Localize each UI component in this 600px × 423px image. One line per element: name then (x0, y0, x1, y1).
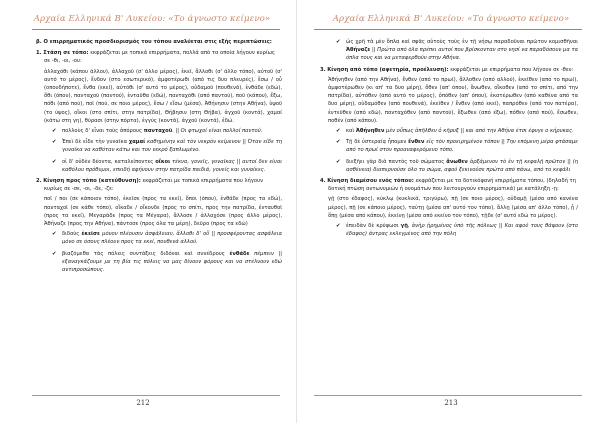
example-bullet: ✔ πολλοὺς δ' εἶναι τοὺς ἀπόρους πανταχοῦ. || Οι φτωχοί είναι πολλοί παντού. (52, 128, 263, 135)
check-icon: ✔ (52, 231, 57, 238)
page-gutter (296, 0, 297, 423)
check-icon: ✔ (336, 139, 341, 146)
example-bullet: ✔ βιαζόμεθα τὰς πόλεις συντάξεις διδόναι καὶ συνέδρους ἐνθάδε πέμπειν || εξαναγκάζουμε με τη βία τις πόλεις να μας δίνουν φόρους και να στέλνουν εδώ αντιπροσώπους. (52, 250, 282, 274)
item-intro: εκφράζεται με τοπικά επιρρήματα που λήγουν κυρίως σε -σε, -οι, -δε, -ζε: (44, 178, 263, 193)
item-title: Στάση σε τόπο: (43, 50, 89, 57)
item-4 (320, 177, 578, 193)
example-bullet: ✔ οἱ δ' οὐδὲν δέοντα, καταλείποντες οἴκοι τέκνα, γονεῖς, γυναῖκας || αυτοί δεν είναι καθόλου πρόθυμοι, επειδή αφήνουν στην πατρίδα παιδιά, γονείς και γυναίκες. (52, 158, 283, 173)
footer-rule (314, 395, 582, 396)
item-number: 2. (36, 178, 42, 185)
item-body: γῇ (στο έδαφος), κύκλῳ (κυκλικά, τριγύρω), πῇ (σε ποιο μέρος), οὐδαμῇ (μέσα από κανένα μέρος), πῇ (σε κάποιο μέρος), ταύτῃ (μέσα απ' αυτό τον τόπο), ἄλλῃ (μέσα απ' άλλο τόπο), ᾗ / ὅπῃ (μέσα από κάπου), ἐκείνῃ (μέσα από εκείνο τον τόπο), τῇδε (σ' αυτό εδώ το μέρος). (328, 196, 578, 219)
left-page-content (36, 38, 282, 277)
header-rule (314, 29, 582, 30)
item-intro: εκφράζεται με επιρρήματα που λήγουν σε -θεν: (450, 66, 574, 73)
item-2 (36, 177, 282, 193)
item-1 (36, 49, 282, 65)
check-icon: ✔ (336, 158, 341, 165)
item-body: ποῖ / ποι (σε κάποιον τόπο), ἐκεῖσε (προς τα εκεί), ὅποι (όπου), ἐνθάδε (προς τα εδώ), πανταχοῖ (σε κάθε τόπο), οἴκαδε / οἴκονδε (προς το σπίτι, προς την πατρίδα, ἐνταυθοῖ (προς τα εκεί), Μεγαράδε (προς τα Μέγαρα), ἄλλοσε / ἀλλαχόσε (προς άλλο μέρος), Ἀθήναζε (προς την Αθήνα), πάντοσε (προς όλα τα μέρη), δεῦρο (προς τα εδώ) (44, 196, 282, 228)
item-title: Κίνηση από τόπο (αφετηρία, προέλευση): (327, 66, 449, 73)
item-number: 1. (36, 50, 42, 57)
item-number: 3. (320, 66, 326, 73)
check-icon: ✔ (336, 39, 341, 45)
item-number: 4. (320, 178, 326, 185)
footer-rule (32, 395, 280, 396)
item-body: ἀλλαχόθι (κάπου άλλου), ἀλλαχοῦ (σ' άλλο μέρος), ἐκεῖ, ἄλλοθι (σ' άλλο τόπο), αὐτοῦ (σ' αυτό το μέρος), ἔνδον (στο εσωτερικό), ἀμφοτέρωθι (από τις δυο πλευρές), ἔσω / οὗ (οπουδήποτε), ἔνθα (εκεί), αὐτόθι (σ' αυτό το μέρος), οὐδαμοῦ (πουθενά), ἐνθάδε (εδώ), ὅθι (όπου), πανταχοῦ (παντού), ἐνταῦθα (εδώ), πανταχόθι (από παντού), ποῦ (κάπου), ἔξω, πόθι (από πού), ποῖ (πού, σε ποιο μέρος), ἔσω / εἴσω (μέσα), Ἀθήνησιν (στην Αθήνα), ὑψοῦ (το ύψος), οἴκοι (στο σπίτι, στην πατρίδα), Θήβησιν (στη Θήβα), ἀγχοῦ (κοντά), χαμαί (κάτω στη γη), θύρασι (στην πόρτα), ἐγγύς (κοντά), ἀγχοῦ (κοντά), ἐδώ. (44, 68, 282, 124)
section-heading: β. Ο επιρρηματικός προσδιορισμός του τόπου αναλύεται στις εξής περιπτώσεις: (36, 39, 272, 45)
item-title: Κίνηση διαμέσου ενός τόπου: (327, 178, 414, 185)
item-intro: εκφράζεται με τοπικά επιρρήματα, πολλά από τα οποία λήγουν κυρίως σε -θι, -οι, -ου: (44, 50, 275, 65)
page-number: 213 (444, 399, 458, 407)
right-page-content (320, 38, 578, 241)
example-bullet: ✔ Ἐπεὶ δὲ εἶδε τὴν γυναῖκα χαμαί καθημένην καὶ τὸν νεκρὸν κείμενον || Όταν είδε τη γυναίκα να καθόταν κάτω και τον νεκρό ξαπλωμένο. (52, 139, 282, 154)
check-icon: ✔ (52, 158, 57, 165)
check-icon: ✔ (52, 139, 57, 146)
right-page (308, 0, 594, 423)
check-icon: ✔ (336, 223, 341, 230)
example-bullet: ✔ διδοὺς ἐκεῖσε μόνον πλέουσιν ἀσφάλειαν, ἄλλοθι δ' οὔ || προσφέροντας ασφάλεια μόνο σε όσους πλέουν προς τα εκεί, πουθενά αλλού. (52, 231, 282, 246)
item-title: Κίνηση προς τόπο (κατεύθυνση): (43, 178, 141, 185)
example-bullet: ✔ διεξῆει γὰρ διὰ παντὸς τοῦ σώματος ἄνωθεν ἀρξάμενον τὸ ἐν τῇ κεφαλῇ πρῶτον || (η ασθένεια) διαπερνούσε όλο το σώμα, αφού ξεκινούσε πρώτα από πάνω, από το κεφάλι (336, 158, 578, 173)
page-number: 212 (136, 399, 150, 407)
item-3 (320, 66, 578, 74)
example-bullet: ✔ ὡς χρῆ τὰ μὲν ὅπλα καὶ σφᾶς αὐτοὺς τοὺς ἐν τῇ νήσῳ παραδοῦναι πρῶτον κομισθῆναι Ἀθήναζε || Πρώτα από όλα πρέπει αυτοί που βρίσκονταν στο νησί να παραδόσουν μα τα όπλα τους και να μεταφερθούν στην Αθήνα. (336, 39, 578, 62)
item-intro: εκφράζεται με τα δοτικόφανή επιρρήματα τόπου, (δηλαδή τη δοτική πτώση αντωνυμιών ή ονομάτων που λειτουργούν επιρρηματικά) με κατάληξη -ῃ: (328, 178, 576, 193)
left-page (0, 0, 286, 423)
check-icon: ✔ (52, 128, 57, 135)
example-bullet: ✔ καὶ Ἀθήνηθεν μὲν οὔπως ἀπῆλθεν ὁ κῆρυξ || και από την Αθήνα έτσι έφυγε ο κήρυκας. (336, 128, 574, 135)
running-head: Αρχαία Ελληνικά Β' Λυκείου: «Το άγνωστο κείμενο» (33, 14, 271, 24)
header-rule (32, 29, 280, 30)
check-icon: ✔ (336, 128, 341, 135)
example-bullet: ✔ ἐπειδὰν δὲ κρύψωσι γῇ, ἀνὴρ ᾑρημένος ὑπὸ τῆς πόλεως || Και αφού τους θάψουν (στο έδαφος) άντρας εκλεγμένος από την πόλη (336, 223, 578, 238)
item-body: Ἀθήνηθεν (από την Αθήνα), ἔνθεν (από το πρωί), ἄλλοθεν (από αλλού), ἐκεῖθεν (από το πρωί), ἀμφοτέρωθεν (κι απ' τα δυο μέρη), ὅθεν (απ' όπου), ἄνωθεν, οἴκοθεν (από το σπίτι, από την πατρίδα), αὐτόθεν (από αυτό το μέρος), ὁπόθεν (απ' όπου), ἑκατέρωθεν (από καθένα από τα δυο μέρη), οὐδαμόθεν (από πουθενά), ἐκεῖθεν / ἔνθεν (από εκεί), παπρόθεν (από τον πατέρα), ἐντεῦθεν (από εδώ), πανταχόθεν (από παντού), ἔξωθεν (από έξω), πόθεν (από πού), ἔσωθεν, ποθέν (από κάπου). (328, 76, 578, 124)
example-bullet: ✔ Τῇ δὲ ὑστεραίᾳ ἧπομεν ἔνθεν εἰς τὸν προειρημένον τόπον || Την επόμενη μέρα φτάσαμε από το πρωί στον προαναφερόμενο τόπο. (336, 139, 578, 154)
check-icon: ✔ (52, 250, 57, 257)
running-head: Αρχαία Ελληνικά Β' Λυκείου: «Το άγνωστο κείμενο» (332, 14, 570, 24)
